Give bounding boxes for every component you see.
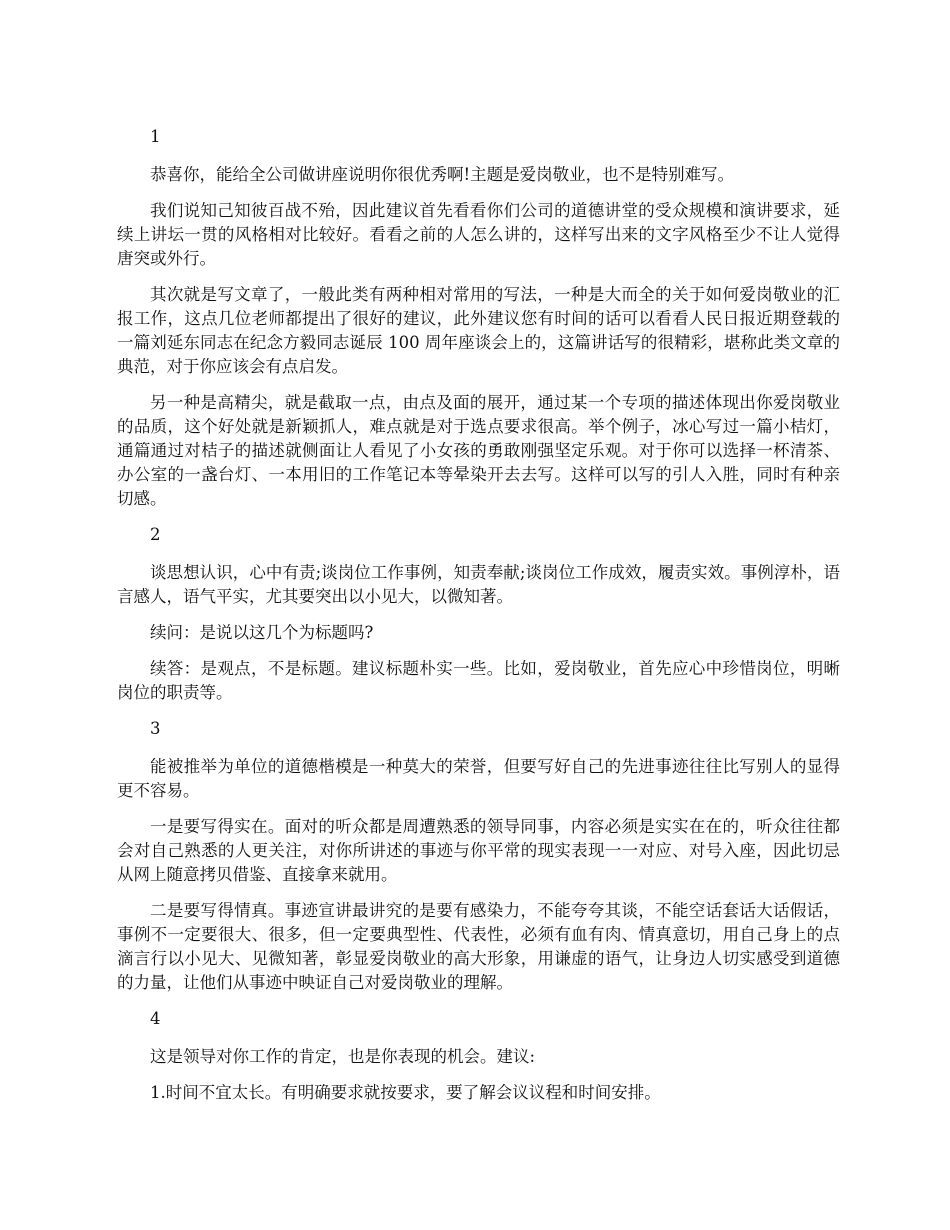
section-number: 3: [150, 719, 161, 738]
paragraph: 恭喜你，能给全公司做讲座说明你很优秀啊!主题是爱岗敬业，也不是特别难写。: [150, 165, 735, 184]
paragraph: 谈思想认识，心中有责;谈岗位工作事例，知责奉献;谈岗位工作成效，履责实效。事例淳朴，语言感人，语气平实，尤其要突出以小见大，以微知著。: [117, 563, 840, 606]
paragraph: 我们说知己知彼百战不殆，因此建议首先看看你们公司的道德讲堂的受众规模和演讲要求，延续上讲坛一贯的风格相对比较好。看看之前的人怎么讲的，这样写出来的文字风格至少不让人觉得唐突或外行。: [117, 201, 840, 268]
paragraph: 二是要写得情真。事迹宣讲最讲究的是要有感染力，不能夸夸其谈，不能空话套话大话假话，事例不一定要很大、很多，但一定要典型性、代表性，必须有血有肉、情真意切，用自己身上的点滴言行以小见大、见微知著，彰显爱岗敬业的高大形象，用谦虚的语气，让身边人切实感受到道德的力量，让他们从事迹中映证自己对爱岗敬业的理解。: [117, 901, 840, 992]
paragraph: 续答：是观点，不是标题。建议标题朴实一些。比如，爱岗敬业，首先应心中珍惜岗位，明晰岗位的职责等。: [117, 659, 840, 702]
section-number: 4: [150, 1009, 161, 1028]
paragraph: 续问：是说以这几个为标题吗?: [150, 623, 374, 642]
section-number: 2: [150, 525, 161, 544]
paragraph: 其次就是写文章了，一般此类有两种相对常用的写法，一种是大而全的关于如何爱岗敬业的汇报工作，这点几位老师都提出了很好的建议，此外建议您有时间的话可以看看人民日报近期登载的一篇刘延东同志在纪念方毅同志诞辰 100 周年座谈会上的，这篇讲话写的很精彩，堪称此类文章的典范，对于你应该会有点启发。: [117, 285, 840, 376]
paragraph: 这是领导对你工作的肯定，也是你表现的机会。建议:: [150, 1047, 536, 1066]
paragraph: 一是要写得实在。面对的听众都是周遭熟悉的领导同事，内容必须是实实在在的，听众往往都会对自己熟悉的人更关注，对你所讲述的事迹与你平常的现实表现一一对应、对号入座，因此切忌从网上随意拷贝借鉴、直接拿来就用。: [117, 817, 840, 884]
section-4: [117, 1007, 840, 1105]
section-1: [117, 125, 840, 511]
paragraph: 1.时间不宜太长。有明确要求就按要求，要了解会议议程和时间安排。: [150, 1083, 661, 1102]
section-2: [117, 523, 840, 705]
section-3: [117, 717, 840, 995]
section-number: 1: [150, 127, 161, 146]
paragraph: 能被推举为单位的道德楷模是一种莫大的荣誉，但要写好自己的先进事迹往往比写别人的显得更不容易。: [117, 757, 840, 800]
paragraph: 另一种是高精尖，就是截取一点，由点及面的展开，通过某一个专项的描述体现出你爱岗敬业的品质，这个好处就是新颖抓人，难点就是对于选点要求很高。举个例子，冰心写过一篇小桔灯，通篇通过对桔子的描述就侧面让人看见了小女孩的勇敢刚强坚定乐观。对于你可以选择一杯清茶、办公室的一盏台灯、一本用旧的工作笔记本等晕染开去去写。这样可以写的引人入胜，同时有种亲切感。: [117, 393, 840, 508]
